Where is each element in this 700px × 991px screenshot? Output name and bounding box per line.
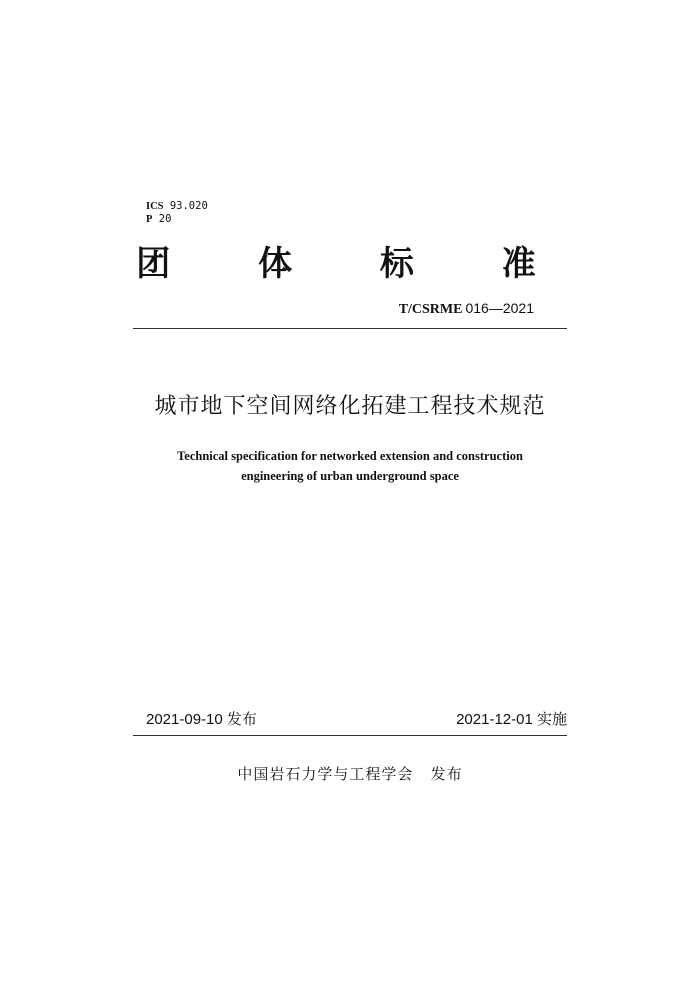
top-divider [133,328,567,329]
ics-code: 93.020 [169,200,208,212]
standard-number [399,300,534,318]
implementation-date: 2021-12-01 实施 [456,711,567,728]
ics-line [146,200,208,213]
standard-number-value: 016—2021 [465,300,534,316]
issue-date: 2021-09-10 发布 [146,711,257,728]
ccs-label: P [146,214,153,225]
standard-number-prefix: T/CSRME [398,302,463,317]
ics-label: ICS [146,201,164,212]
title-english-line-2: engineering of urban underground space [241,469,459,483]
title-english-line-1: Technical specification for networked extension and construction [177,449,523,463]
ccs-line [146,213,208,226]
classification-codes [146,200,208,226]
publisher: 中国岩石力学与工程学会 发布 [237,765,463,783]
title-english [0,446,700,486]
ccs-code: 20 [158,213,172,225]
bottom-divider [133,735,567,736]
standard-type-heading: 团 体 标 准 [136,244,574,284]
title-chinese: 城市地下空间网络化拓建工程技术规范 [154,394,546,419]
